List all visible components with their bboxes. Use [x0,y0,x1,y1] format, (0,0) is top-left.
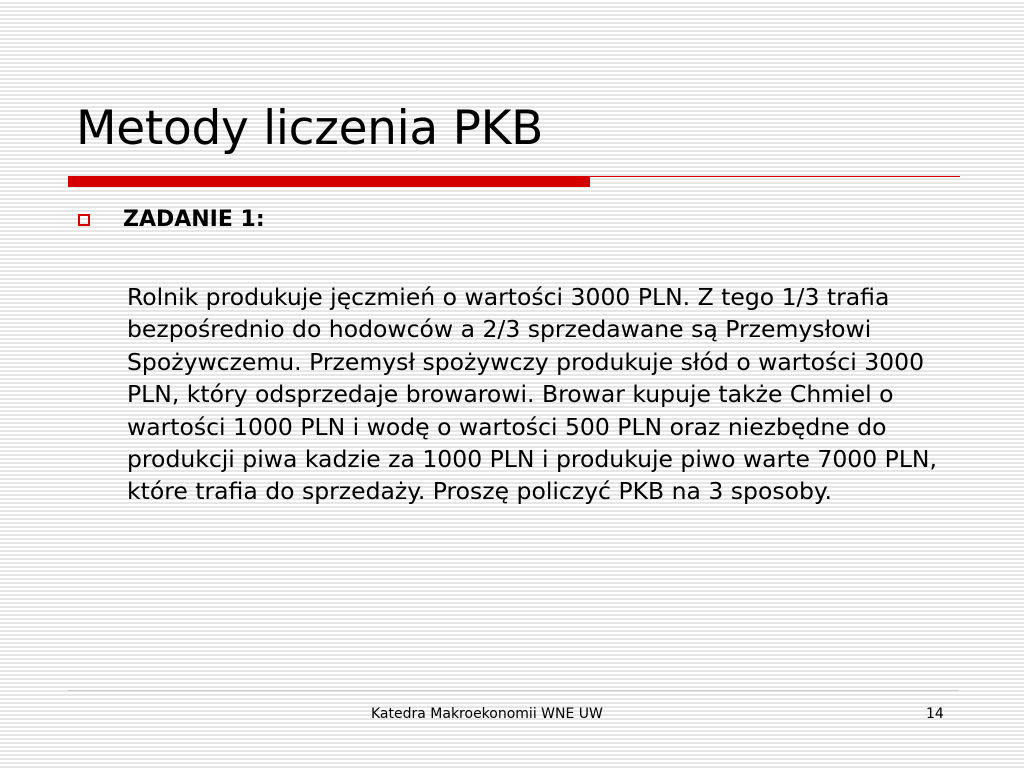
title-underline-thick [68,176,590,187]
task-heading: ZADANIE 1: [123,207,265,232]
footer-text: Katedra Makroekonomii WNE UW [371,706,603,722]
footer-divider [68,690,958,691]
square-bullet-icon [78,214,90,226]
slide-title: Metody liczenia PKB [76,101,544,156]
title-underline-thin [590,176,960,177]
page-number: 14 [926,706,944,722]
task-description: Rolnik produkuje jęczmień o wartości 3000 PLN. Z tego 1/3 trafia bezpośrednio do hodowców a 2/3 sprzedawane są Przemysłowi Spożywczemu. Przemysł spożywczy produkuje słód o wartości 3000 PLN, który odsprzedaje browarowi. Browar kupuje także Chmiel o wartości 1000 PLN i wodę o wartości 500 PLN oraz niezbędne do produkcji piwa kadzie za 1000 PLN i produkuje piwo warte 7000 PLN, które trafia do sprzedaży. Proszę policzyć PKB na 3 sposoby. [127,283,937,506]
bullet-item [78,206,265,234]
